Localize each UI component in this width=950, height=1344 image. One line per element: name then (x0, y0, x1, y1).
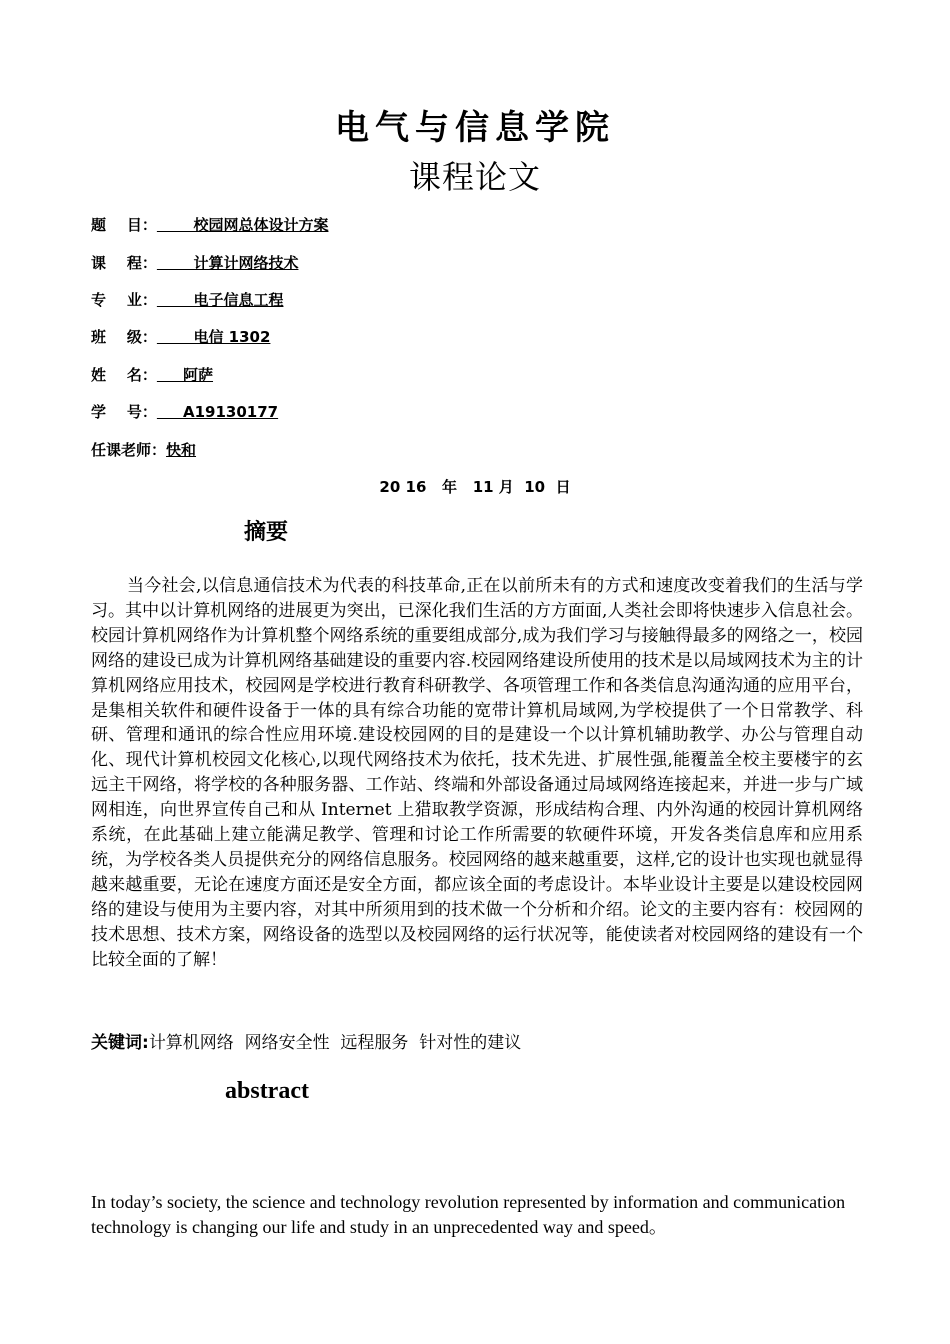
english-abstract-body: In today’s society, the science and technology revolution represented by information and communication technology is changing our life and study in an unprecedented way and speed。 (91, 1192, 846, 1237)
info-row-teacher (91, 439, 196, 460)
keywords-value: 计算机网络 网络安全性 远程服务 针对性的建议 (148, 1033, 522, 1053)
info-value: 电子信息工程 (156, 291, 284, 309)
info-value: 阿萨 (156, 366, 214, 384)
abstract-heading: 摘要 (244, 520, 289, 545)
info-row-course (91, 252, 298, 273)
info-label: 课 程： (91, 254, 157, 272)
info-label: 专 业： (91, 291, 157, 309)
college-title: 电气与信息学院 (335, 108, 615, 148)
info-value: 快和 (166, 441, 197, 459)
keywords-line (91, 1028, 521, 1053)
submission-date: 20 16 年 11 月 10 日 (379, 478, 571, 496)
keywords-label: 关键词: (91, 1033, 149, 1053)
info-value: 校园网总体设计方案 (156, 216, 329, 234)
info-label: 任课老师： (91, 441, 167, 459)
info-label: 题 目： (91, 216, 157, 234)
info-row-class (91, 326, 270, 347)
info-row-name (91, 364, 213, 385)
abstract-body: 当今社会,以信息通信技术为代表的科技革命,正在以前所未有的方式和速度改变着我们的生活与学习。其中以计算机网络的进展更为突出，已深化我们生活的方方面面,人类社会即将快速步入信息社会。校园计算机网络作为计算机整个网络系统的重要组成部分,成为我们学习与接触得最多的网络之一，校园网络的建设已成为计算机网络基础建设的重要内容.校园网络建设所使用的技术是以局域网技术为主的计算机网络应用技术，校园网是学校进行教育科研教学、各项管理工作和各类信息沟通沟通的应用平台，是集相关软件和硬件设备于一体的具有综合功能的宽带计算机局域网,为学校提供了一个日常教学、科研、管理和通讯的综合性应用环境.建设校园网的目的是建设一个以计算机辅助教学、办公与管理自动化、现代计算机校园文化核心,以现代网络技术为依托，技术先进、扩展性强,能覆盖全校主要楼宇的玄远主干网络，将学校的各种服务器、工作站、终端和外部设备通过局域网络连接起来，并进一步与广域网相连，向世界宣传自己和从 Internet 上猎取教学资源，形成结构合理、内外沟通的校园计算机网络系统，在此基础上建立能满足教学、管理和讨论工作所需要的软硬件环境，开发各类信息库和应用系统，为学校各类人员提供充分的网络信息服务。校园网络的越来越重要，这样,它的设计也实现也就显得越来越重要，无论在速度方面还是安全方面，都应该全面的考虑设计。本毕业设计主要是以建设校园网络的建设与使用为主要内容，对其中所须用到的技术做一个分析和介绍。论文的主要内容有：校园网的技术思想、技术方案，网络设备的选型以及校园网络的运行状况等，能使读者对校园网络的建设有一个比较全面的了解！ (91, 576, 863, 970)
paper-type-title: 课程论文 (408, 158, 541, 196)
info-row-student-id (91, 401, 278, 422)
info-label: 姓 名： (91, 366, 157, 384)
info-value: A19130177 (156, 403, 279, 421)
english-abstract-heading: abstract (225, 1078, 309, 1104)
info-value: 计算计网络技术 (156, 254, 299, 272)
info-row-title (91, 214, 328, 235)
info-value: 电信 1302 (156, 328, 271, 346)
info-label: 班 级： (91, 328, 157, 346)
info-label: 学 号： (91, 403, 157, 421)
info-row-major (91, 289, 283, 310)
